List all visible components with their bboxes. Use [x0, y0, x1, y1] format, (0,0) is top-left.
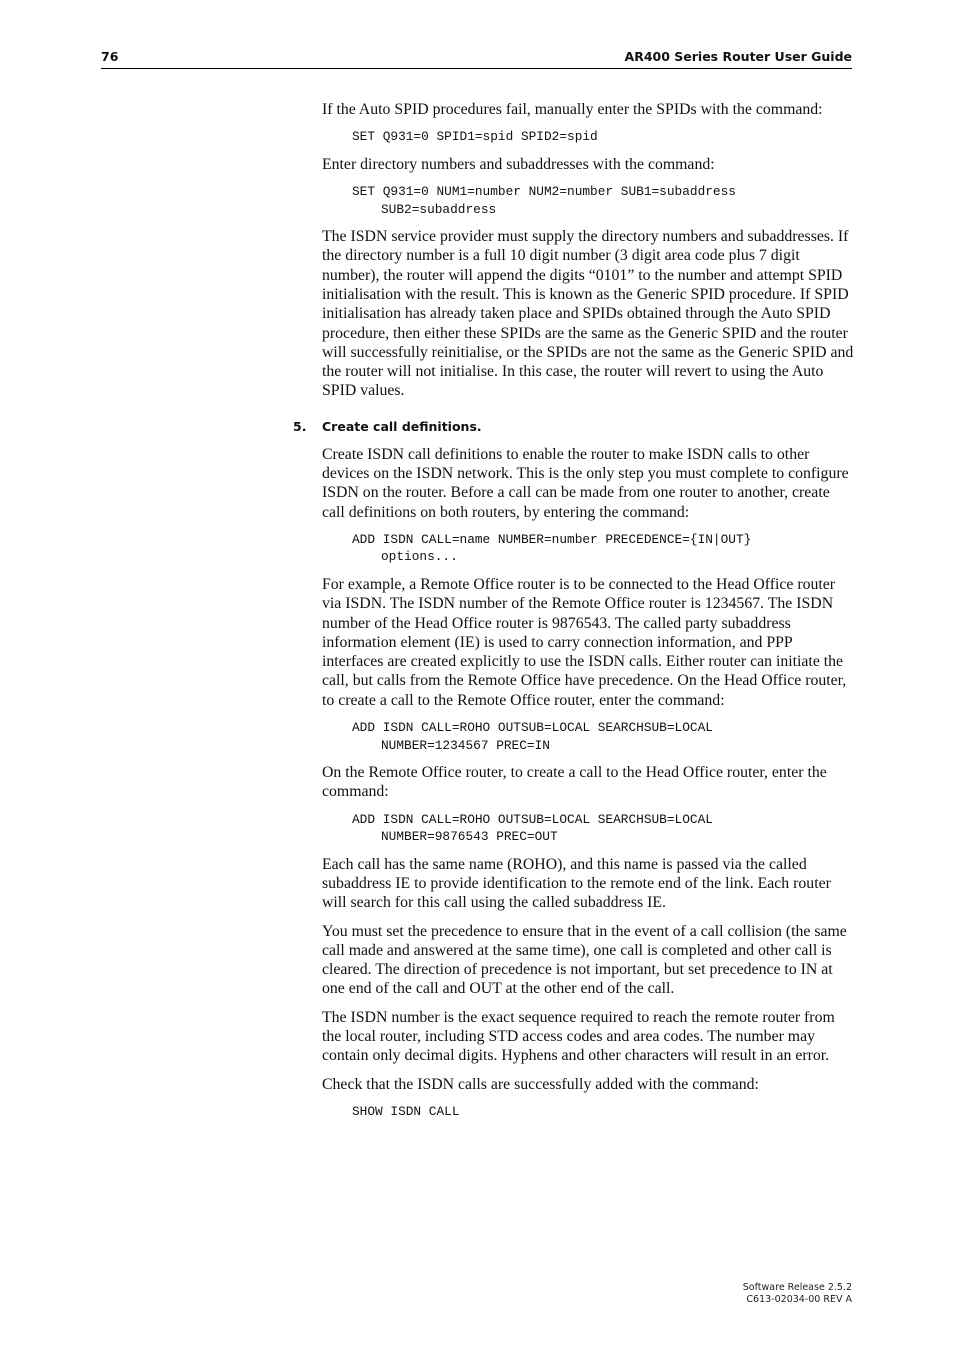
command-example [352, 719, 854, 754]
step-number: 5. [293, 418, 307, 434]
code-line-continuation: NUMBER=1234567 PREC=IN [381, 737, 550, 753]
code-line: ADD ISDN CALL=ROHO OUTSUB=LOCAL SEARCHSUB=LOCAL [352, 811, 713, 827]
command-example [352, 183, 854, 218]
code-line: SET Q931=0 NUM1=number NUM2=number SUB1=subaddress [352, 184, 736, 200]
document-title: AR400 Series Router User Guide [624, 49, 852, 64]
command-example [352, 128, 854, 146]
code-line: ADD ISDN CALL=name NUMBER=number PRECEDENCE={IN|OUT} [352, 531, 752, 547]
command-example [352, 531, 854, 566]
document-code: C613-02034-00 REV A [746, 1294, 852, 1305]
paragraph: Check that the ISDN calls are successfully added with the command: [322, 1075, 759, 1093]
paragraph: You must set the precedence to ensure that in the event of a call collision (the same call made and answered at the same time), one call is completed and other call is cleared. The direction of precedence is not important, but set precedence to IN at one end of the call and OUT at the other end of the call. [322, 922, 847, 998]
page-number: 76 [101, 49, 119, 64]
code-line-continuation: SUB2=subaddress [381, 201, 497, 217]
command-example [352, 811, 854, 846]
code-line: ADD ISDN CALL=ROHO OUTSUB=LOCAL SEARCHSUB=LOCAL [352, 720, 713, 736]
page-header [101, 48, 852, 69]
code-line: SET Q931=0 SPID1=spid SPID2=spid [352, 129, 598, 145]
page-footer [743, 1282, 852, 1306]
paragraph: Enter directory numbers and subaddresses with the command: [322, 155, 715, 173]
step-heading [293, 418, 854, 436]
paragraph: Each call has the same name (ROHO), and this name is passed via the called subaddress IE to provide identification to the remote end of the link. Each router will search for this call using the called subaddress IE. [322, 855, 831, 912]
paragraph: On the Remote Office router, to create a call to the Head Office router, enter the command: [322, 764, 827, 801]
paragraph: For example, a Remote Office router is to be connected to the Head Office router via ISDN. The ISDN number of the Remote Office router is 1234567. The ISDN number of the Head Office router is 9876543. The called party subaddress information element (IE) is used to carry connection information, and PPP interfaces are created explicitly to use the ISDN calls. Either router can initiate the call, but calls from the Remote Office have precedence. On the Head Office router, to create a call to the Remote Office router, enter the command: [322, 575, 847, 709]
code-line-continuation: NUMBER=9876543 PREC=OUT [381, 829, 558, 845]
command-example [352, 1103, 854, 1121]
page-content [293, 100, 854, 1129]
paragraph: If the Auto SPID procedures fail, manually enter the SPIDs with the command: [322, 101, 823, 118]
code-line: SHOW ISDN CALL [352, 1103, 460, 1119]
software-release: Software Release 2.5.2 [742, 1282, 852, 1293]
paragraph: The ISDN number is the exact sequence required to reach the remote router from the local router, including STD access codes and area codes. The number may contain only decimal digits. Hyphens and other characters will result in an error. [322, 1008, 835, 1065]
step-title: Create call definitions. [322, 418, 482, 434]
paragraph: Create ISDN call definitions to enable the router to make ISDN calls to other devices on the ISDN network. This is the only step you must complete to configure ISDN on the router. Before a call can be made from one router to another, create call definitions on both routers, by entering the command: [322, 445, 849, 521]
code-line-continuation: options... [381, 549, 458, 565]
paragraph: The ISDN service provider must supply the directory numbers and subaddresses. If the directory number is a full 10 digit number (3 digit area code plus 7 digit number), the router will append the digits “0101” to the number and attempt SPID initialisation with the result. This is known as the Generic SPID procedure. If SPID initialisation has already taken place and SPIDs obtained through the Auto SPID procedure, then either these SPIDs are the same as the Generic SPID and the router will successfully reinitialise, or the SPIDs are not the same as the Generic SPID and the router will not initialise. In this case, the router will revert to using the Auto SPID values. [322, 228, 854, 400]
